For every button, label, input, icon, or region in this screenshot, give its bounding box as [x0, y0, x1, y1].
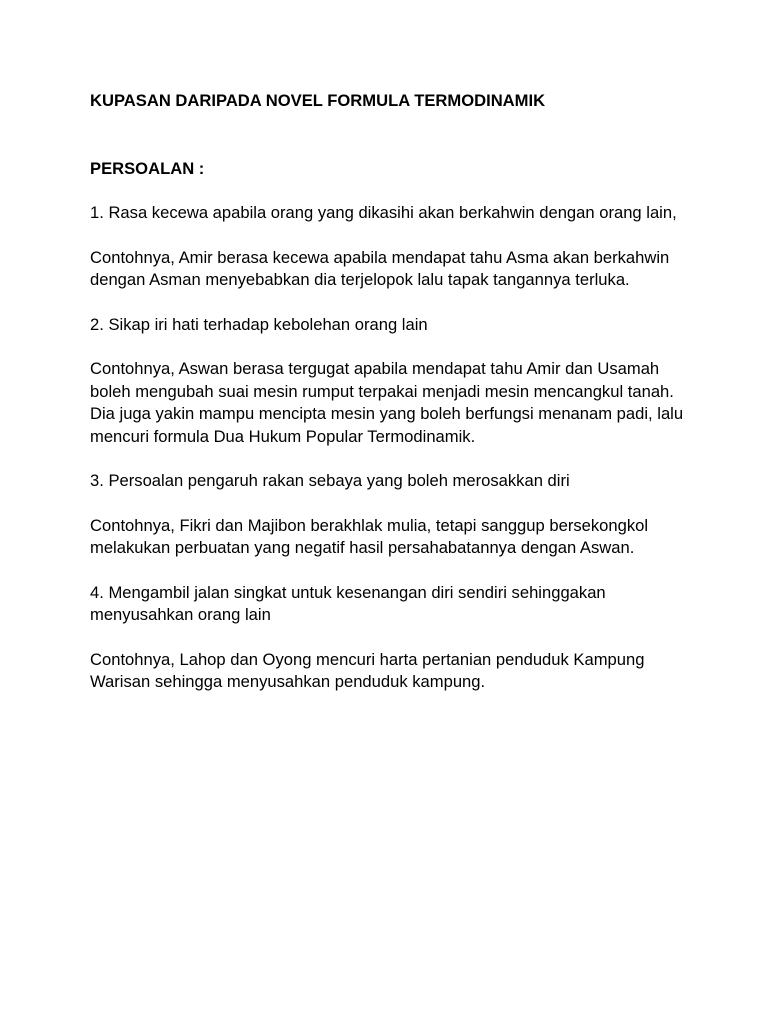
issue-example-2: Contohnya, Aswan berasa tergugat apabila mendapat tahu Amir dan Usamah boleh mengubah suai mesin rumput terpakai menjadi mesin mencangkul tanah. Dia juga yakin mampu mencipta mesin yang boleh berfungsi menanam padi, lalu mencuri formula Dua Hukum Popular Termodinamik.: [90, 359, 684, 446]
document-body: [90, 90, 690, 694]
issue-point-2: 2. Sikap iri hati terhadap kebolehan orang lain: [90, 314, 428, 334]
issue-point-3: 3. Persoalan pengaruh rakan sebaya yang boleh merosakkan diri: [90, 471, 570, 490]
issue-example-4: Contohnya, Lahop dan Oyong mencuri harta pertanian penduduk Kampung Warisan sehingga menyusahkan penduduk kampung.: [90, 649, 645, 691]
issue-point-1: 1. Rasa kecewa apabila orang yang dikasihi akan berkahwin dengan orang lain,: [90, 203, 677, 222]
issue-point-4: 4. Mengambil jalan singkat untuk kesenangan diri sendiri sehinggakan menyusahkan orang lain: [90, 582, 606, 624]
issue-example-1: Contohnya, Amir berasa kecewa apabila mendapat tahu Asma akan berkahwin dengan Asman menyebabkan dia terjelopok lalu tapak tangannya terluka.: [90, 247, 670, 289]
section-heading: PERSOALAN :: [90, 158, 205, 178]
document-title: KUPASAN DARIPADA NOVEL FORMULA TERMODINAMIK: [90, 91, 546, 110]
issue-example-3: Contohnya, Fikri dan Majibon berakhlak mulia, tetapi sanggup bersekongkol melakukan perbuatan yang negatif hasil persahabatannya dengan Aswan.: [90, 515, 649, 557]
